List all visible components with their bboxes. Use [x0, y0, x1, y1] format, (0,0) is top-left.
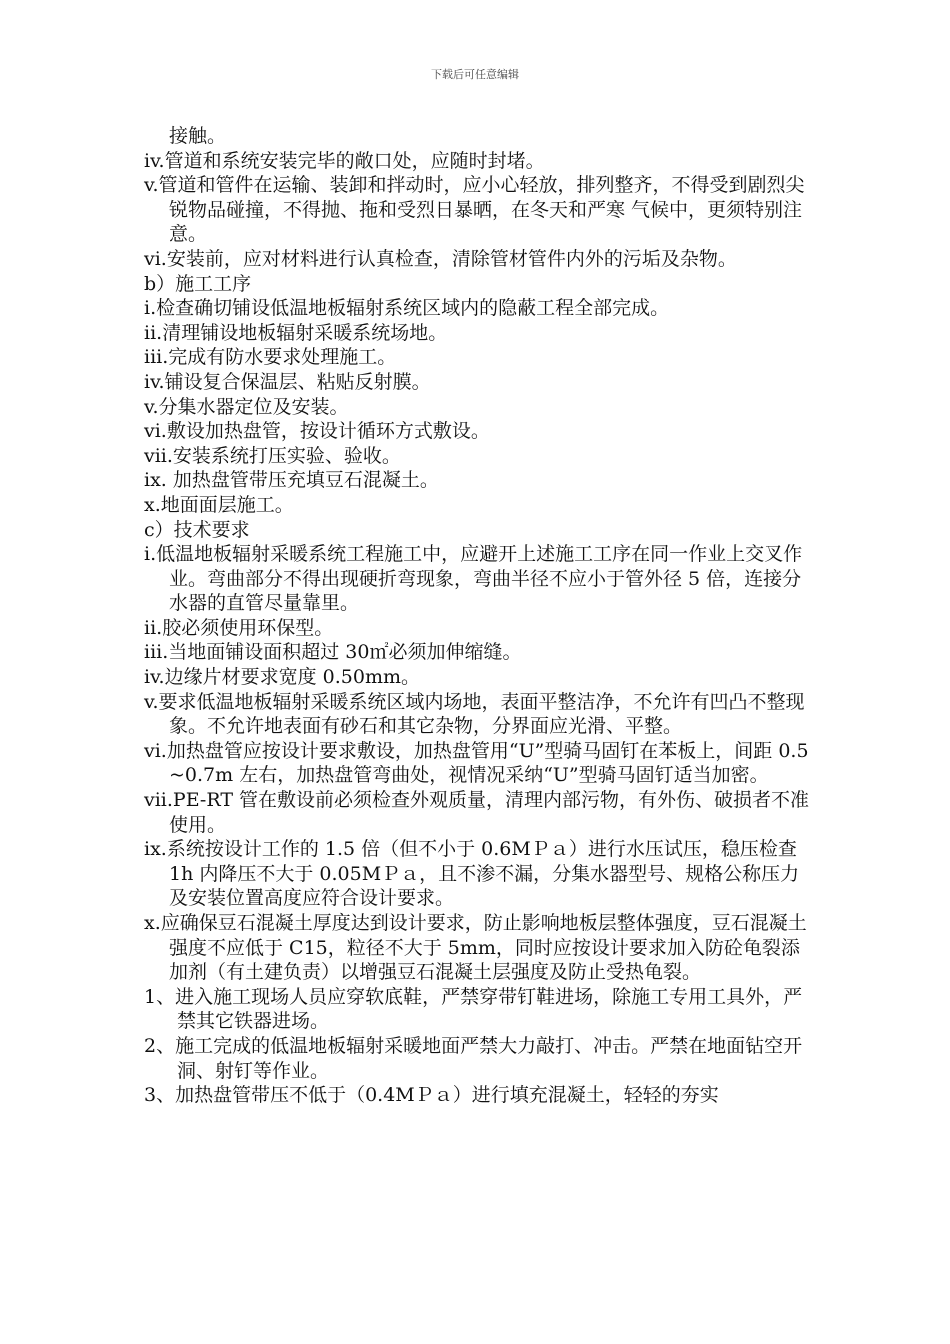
- paragraph: 接触。: [169, 125, 227, 147]
- list-item: x.地面面层施工。: [144, 493, 294, 516]
- list-item: vii.PE-RT 管在敷设前必须检查外观质量，清理内部污物，有外伤、破损者不准使用。: [144, 789, 810, 836]
- list-item: vi.加热盘管应按设计要求敷设，加热盘管用“U”型骑马固钉在苯板上，间距 0.5~0.7m 左右，加热盘管弯曲处，视情况采纳“U”型骑马固钉适当加密。: [144, 739, 809, 787]
- list-item: ii.清理铺设地板辐射采暖系统场地。: [144, 321, 448, 344]
- list-item: ix. 加热盘管带压充填豆石混凝土。: [144, 469, 439, 492]
- list-item: ix.系统按设计工作的 1.5 倍（但不小于 0.6MＰａ）进行水压试压，稳压检查 1h 内降压不大于 0.05MＰａ，且不渗不漏，分集水器型号、规格公称压力及安装位置高度应符合设计要求。: [144, 838, 800, 910]
- list-item: iv.铺设复合保温层、粘贴反射膜。: [144, 370, 431, 393]
- list-item: v.管道和管件在运输、装卸和拌动时，应小心轻放，排列整齐，不得受到剧烈尖锐物品碰撞，不得抛、拖和受烈日暴晒，在冬天和严寒 气候中，更须特别注意。: [144, 174, 805, 246]
- list-item: vi.敷设加热盘管，按设计循环方式敷设。: [144, 420, 490, 443]
- list-item: i.低温地板辐射采暖系统工程施工中，应避开上述施工工序在同一作业上交叉作业。弯曲部分不得出现硬折弯现象，弯曲半径不应小于管外径 5 倍，连接分水器的直管尽量靠里。: [144, 543, 803, 615]
- document-body: [144, 124, 812, 1108]
- list-item: iv.边缘片材要求宽度 0.50mm。: [144, 666, 420, 689]
- list-item: iv.管道和系统安装完毕的敞口处，应随时封堵。: [144, 149, 545, 172]
- section-heading: c）技术要求: [144, 518, 250, 541]
- section-heading: b）施工工序: [144, 272, 252, 295]
- list-item: iii.当地面铺设面积超过 30㎡必须加伸缩缝。: [144, 641, 522, 664]
- list-item: x.应确保豆石混凝土厚度达到设计要求，防止影响地板层整体强度，豆石混凝土强度不应低于 C15，粒径不大于 5mm，同时应按设计要求加入防砼龟裂添加剂（有土建负责）以增强豆石混凝土层强度及防止受热龟裂。: [144, 912, 807, 984]
- numbered-item: 3、加热盘管带压不低于（0.4MＰａ）进行填充混凝土，轻轻的夯实: [144, 1084, 719, 1107]
- numbered-item: 2、施工完成的低温地板辐射采暖地面严禁大力敲打、冲击。严禁在地面钻空开洞、射钉等作业。: [144, 1034, 803, 1082]
- page-header-note: 下载后可任意编辑: [431, 68, 519, 81]
- numbered-item: 1、进入施工现场人员应穿软底鞋，严禁穿带钉鞋进场，除施工专用工具外，严禁其它铁器进场。: [144, 985, 803, 1033]
- list-item: vi.安装前，应对材料进行认真检查，清除管材管件内外的污垢及杂物。: [144, 247, 737, 270]
- list-item: iii.完成有防水要求处理施工。: [144, 346, 397, 369]
- list-item: v.分集水器定位及安装。: [144, 395, 349, 418]
- list-item: v.要求低温地板辐射采暖系统区域内场地，表面平整洁净，不允许有凹凸不整现象。不允许地表面有砂石和其它杂物，分界面应光滑、平整。: [144, 690, 805, 738]
- list-item: i.检查确切铺设低温地板辐射系统区域内的隐蔽工程全部完成。: [144, 297, 670, 320]
- list-item: vii.安装系统打压实验、验收。: [144, 444, 401, 467]
- list-item: ii.胶必须使用环保型。: [144, 616, 334, 639]
